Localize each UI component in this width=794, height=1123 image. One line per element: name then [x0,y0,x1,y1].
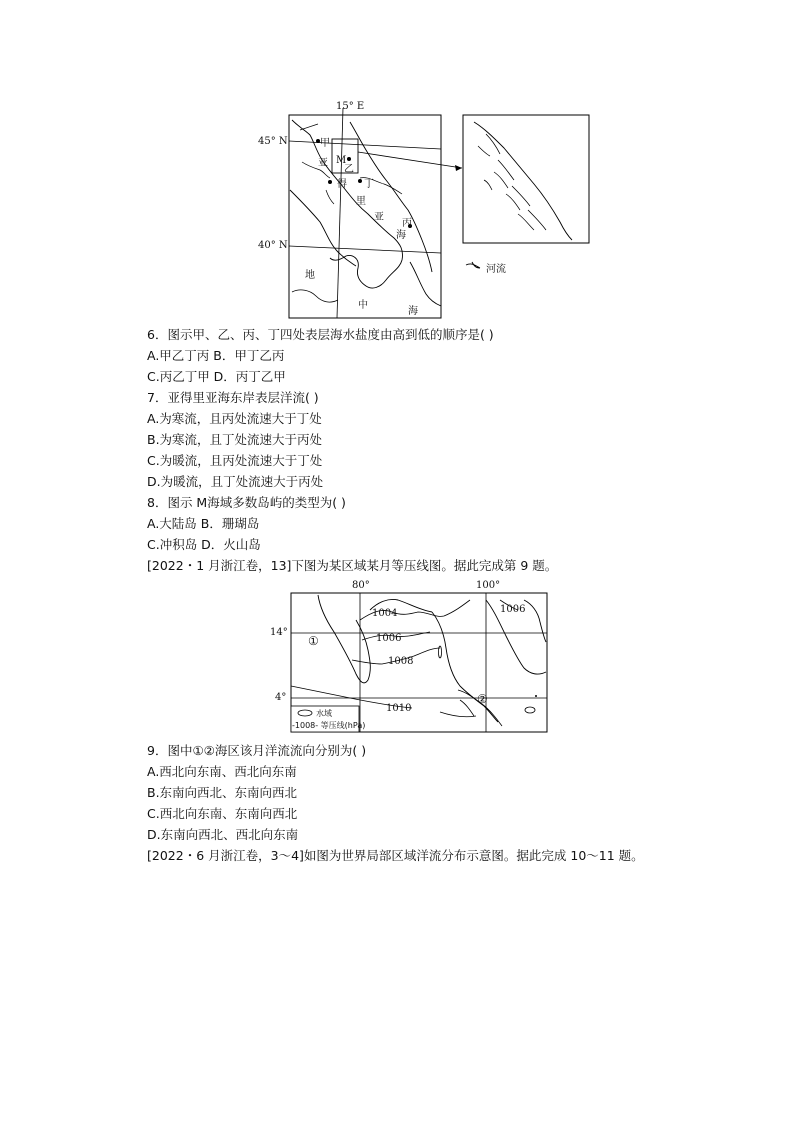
sea-area-1: ① [308,634,319,648]
question-8-options-ab: A.大陆岛 B．珊瑚岛 [147,516,260,531]
lon-100-label: 100° [476,580,501,591]
legend-isobar-label: -1008- 等压线(hPa) [292,721,366,730]
sea-label-li: 里 [356,196,366,207]
isobar-1006-east-label: 1006 [500,604,526,615]
sea-label-ya-2: 亚 [374,212,384,223]
med-label-zhong: 中 [358,300,368,311]
lon-80-label: 80° [352,580,370,591]
isobar-1008-label: 1008 [388,656,414,667]
med-label-hai: 海 [408,306,418,317]
place-ding: 丁 [364,179,374,190]
legend-river-label: 河流 [486,264,506,275]
intro-question-9: [2022・1 月浙江卷，13]下图为某区域某月等压线图。据此完成第 9 题。 [147,558,558,573]
place-yi: 乙 [344,164,354,175]
sea-label-hai: 海 [396,230,406,241]
place-bing: 丙 [402,218,412,229]
question-7-option-a: A.为寒流，且丙处流速大于丁处 [147,411,322,426]
question-6-options-cd: C.丙乙丁甲 D．丙丁乙甲 [147,369,286,384]
legend-water-label: 水域 [316,709,332,718]
latitude-40-label: 40° N [258,240,288,251]
question-7-option-d: D.为暖流，且丁处流速大于丙处 [147,474,324,489]
question-9-option-b: B.东南向西北、东南向西北 [147,785,298,800]
intro-question-10-11: [2022・6 月浙江卷，3～4]如图为世界局部区域洋流分布示意图。据此完成 10～11 题。 [147,848,644,863]
question-6: 6．图示甲、乙、丙、丁四处表层海水盐度由高到低的顺序是( ) [147,327,494,342]
place-jia: 甲 [320,138,330,149]
place-m: M [336,155,347,166]
lat-14-label: 14° [270,627,288,638]
sea-label-ya: 亚 [318,158,328,169]
med-label-di: 地 [305,270,315,281]
question-9-option-a: A.西北向东南、西北向东南 [147,764,297,779]
question-9-option-d: D.东南向西北、西北向东南 [147,827,299,842]
sea-area-2: ② [477,692,488,706]
isobar-1006-label: 1006 [376,633,402,644]
sea-label-de: 得 [337,179,347,190]
question-9-option-c: C.西北向东南、东南向西北 [147,806,298,821]
question-7-option-b: B.为寒流，且丁处流速大于丙处 [147,432,323,447]
latitude-45-label: 45° N [258,136,288,147]
isobar-1004-label: 1004 [372,608,398,619]
question-8: 8．图示 M海域多数岛屿的类型为( ) [147,495,346,510]
question-9: 9．图中①②海区该月洋流流向分别为( ) [147,743,367,758]
isobar-1010-label: 1010 [386,703,412,714]
lat-4-label: 4° [275,692,287,703]
longitude-label: 15° E [336,101,365,112]
question-7-option-c: C.为暖流，且丙处流速大于丁处 [147,453,323,468]
question-6-options-ab: A.甲乙丁丙 B．甲丁乙丙 [147,348,285,363]
question-8-options-cd: C.冲积岛 D．火山岛 [147,537,261,552]
question-7: 7．亚得里亚海东岸表层洋流( ) [147,390,319,405]
